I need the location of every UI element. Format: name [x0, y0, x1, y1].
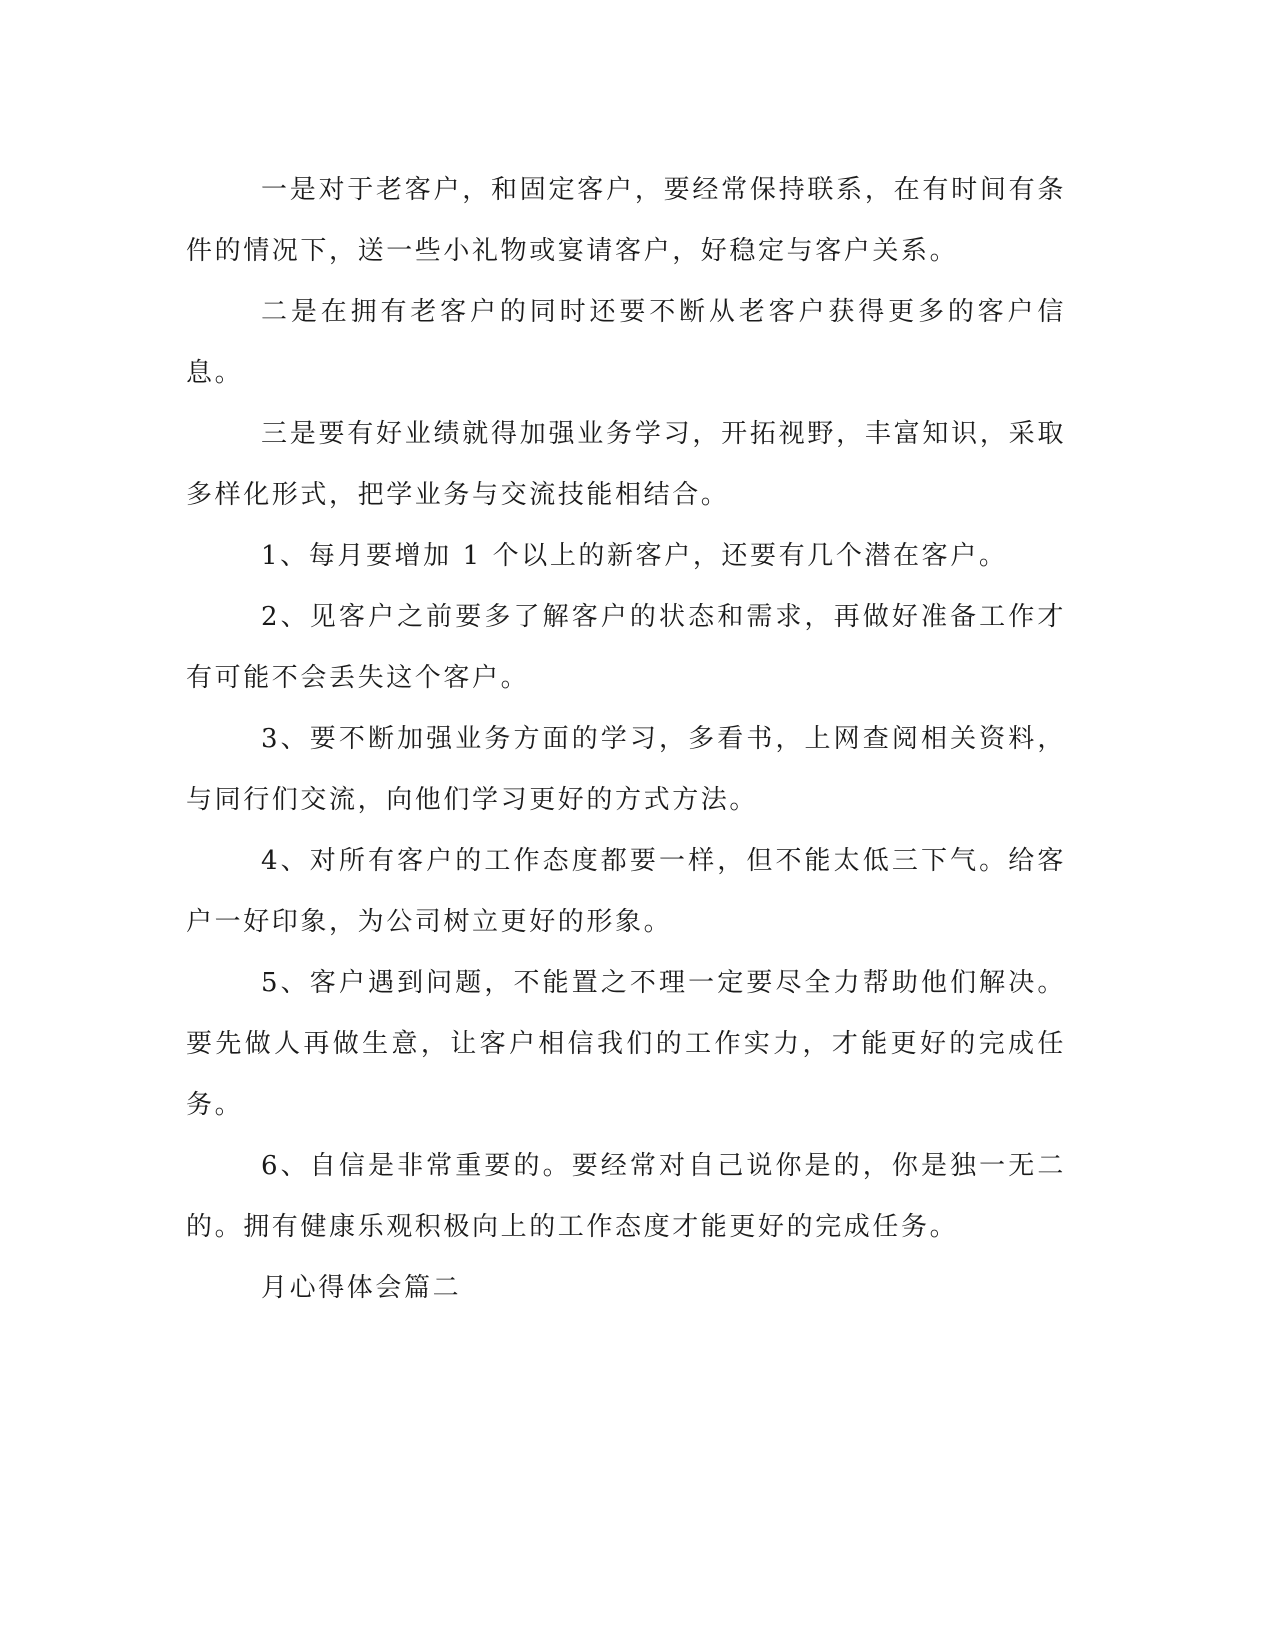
section-heading: 月心得体会篇二 — [261, 1273, 462, 1303]
list-item-4: 4、对所有客户的工作态度都要一样，但不能太低三下气。给客户一好印象，为公司树立更好的形象。 — [186, 846, 1066, 937]
list-item-5: 5、客户遇到问题，不能置之不理一定要尽全力帮助他们解决。要先做人再做生意，让客户相信我们的工作实力，才能更好的完成任务。 — [186, 968, 1066, 1120]
document-body — [186, 160, 1066, 1319]
list-item-1: 1、每月要增加 1 个以上的新客户，还要有几个潜在客户。 — [261, 541, 1008, 571]
paragraph-business-study: 三是要有好业绩就得加强业务学习，开拓视野，丰富知识，采取多样化形式，把学业务与交流技能相结合。 — [186, 419, 1066, 510]
list-item-3: 3、要不断加强业务方面的学习，多看书，上网查阅相关资料，与同行们交流，向他们学习更好的方式方法。 — [186, 724, 1066, 815]
paragraph-old-customers: 一是对于老客户，和固定客户，要经常保持联系，在有时间有条件的情况下，送一些小礼物或宴请客户，好稳定与客户关系。 — [186, 175, 1066, 266]
paragraph-customer-info: 二是在拥有老客户的同时还要不断从老客户获得更多的客户信息。 — [186, 297, 1066, 388]
list-item-6: 6、自信是非常重要的。要经常对自己说你是的，你是独一无二的。拥有健康乐观积极向上的工作态度才能更好的完成任务。 — [186, 1151, 1066, 1242]
list-item-2: 2、见客户之前要多了解客户的状态和需求，再做好准备工作才有可能不会丢失这个客户。 — [186, 602, 1066, 693]
